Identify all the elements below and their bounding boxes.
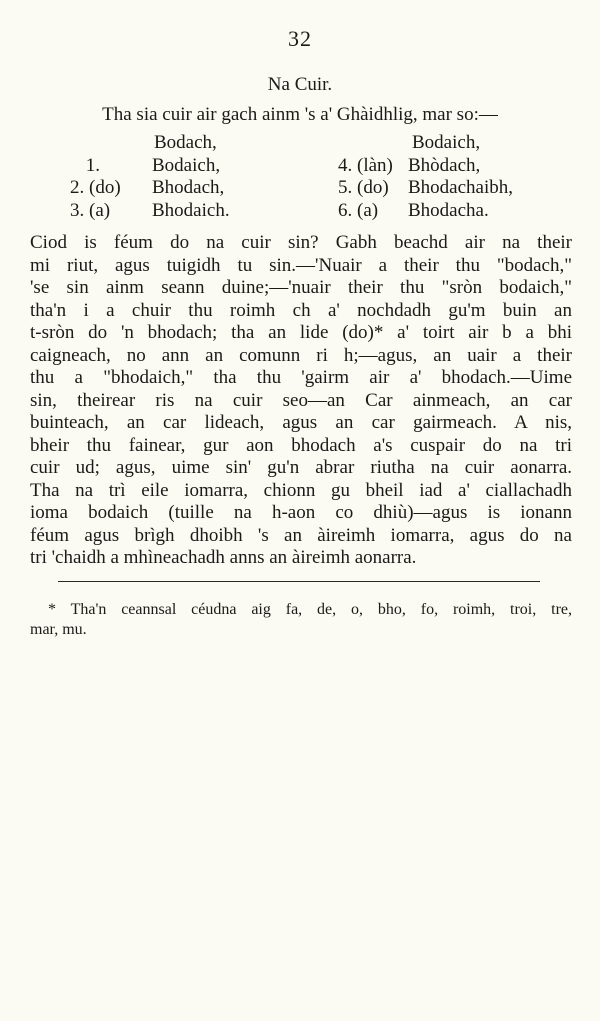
declension-head-left: Bodach, — [154, 132, 217, 153]
footnote-line: mar, mu. — [30, 621, 87, 638]
case-number: 4. (làn) — [338, 154, 393, 176]
declension-table — [70, 132, 570, 222]
body-line: tri 'chaidh a mhìneachadh anns an àireimh aonarra. — [30, 547, 417, 568]
body-line: tha'n i a chuir thu roimh ch a' nochdadh gu'm buin an — [30, 299, 572, 321]
body-line: mi riut, agus tuigidh tu sin.—'Nuair a their thu "bodach," — [30, 254, 572, 276]
body-line: t-sròn do 'n bhodach; tha an lide (do)* a' toirt air b a bhi — [30, 322, 572, 343]
case-form: Bhòdach, — [408, 154, 481, 176]
body-line: caigneach, no ann an comunn ri h;—agus, an uair a their — [30, 344, 572, 366]
body-line: ioma bodaich (tuille na h-aon co dhiù)—agus is ionann — [30, 502, 572, 523]
case-form: Bodaich, — [152, 154, 221, 176]
footnote — [30, 600, 572, 640]
case-form: Bhodachaibh, — [408, 177, 514, 198]
case-number: 3. (a) — [70, 199, 111, 221]
case-form: Bhodach, — [152, 177, 225, 198]
footnote-divider — [58, 581, 540, 582]
body-line: thu a "bhodaich," tha thu 'gairm air a' bhodach.—Uime — [30, 367, 572, 388]
case-number: 2. (do) — [70, 177, 121, 198]
declension-row — [70, 177, 570, 200]
declension-row — [70, 155, 570, 178]
case-number: 1. — [85, 154, 100, 176]
declension-header-row — [70, 132, 570, 155]
case-form: Bhodaich. — [152, 199, 230, 221]
case-number: 5. (do) — [338, 177, 389, 198]
body-line: féum agus brìgh dhoibh 's an àireimh iomarra, agus do na — [30, 524, 572, 546]
body-line: bheir thu fainear, gur aon bhodach a's cuspair do na tri — [30, 434, 572, 456]
case-number: 6. (a) — [338, 199, 379, 221]
section-heading: Na Cuir. — [267, 74, 333, 95]
declension-head-right: Bodaich, — [412, 132, 481, 153]
body-line: 'se sin ainm seann duine;—'nuair their thu "sròn bodaich," — [30, 277, 572, 298]
body-line: cuir ud; agus, uime sin' gu'n abrar riutha na cuir aonarra. — [30, 457, 572, 478]
body-line: sin, theirear ris na cuir seo—an Car ainmeach, an car — [30, 389, 572, 411]
body-line: Tha na trì eile iomarra, chionn gu bheil iad a' ciallachadh — [30, 479, 572, 501]
footnote-line: * Tha'n ceannsal céudna aig fa, de, o, bho, fo, roimh, troi, tre, — [48, 601, 572, 618]
page-number: 32 — [288, 26, 312, 51]
intro-line: Tha sia cuir air gach ainm 's a' Ghàidhlig, mar so:— — [102, 104, 498, 125]
case-form: Bhodacha. — [408, 199, 489, 221]
body-paragraph — [30, 232, 572, 570]
body-line: buinteach, an car lideach, agus an car gairmeach. A nis, — [30, 412, 572, 433]
declension-row — [70, 200, 570, 223]
body-line: Ciod is féum do na cuir sin? Gabh beachd air na their — [30, 232, 572, 253]
